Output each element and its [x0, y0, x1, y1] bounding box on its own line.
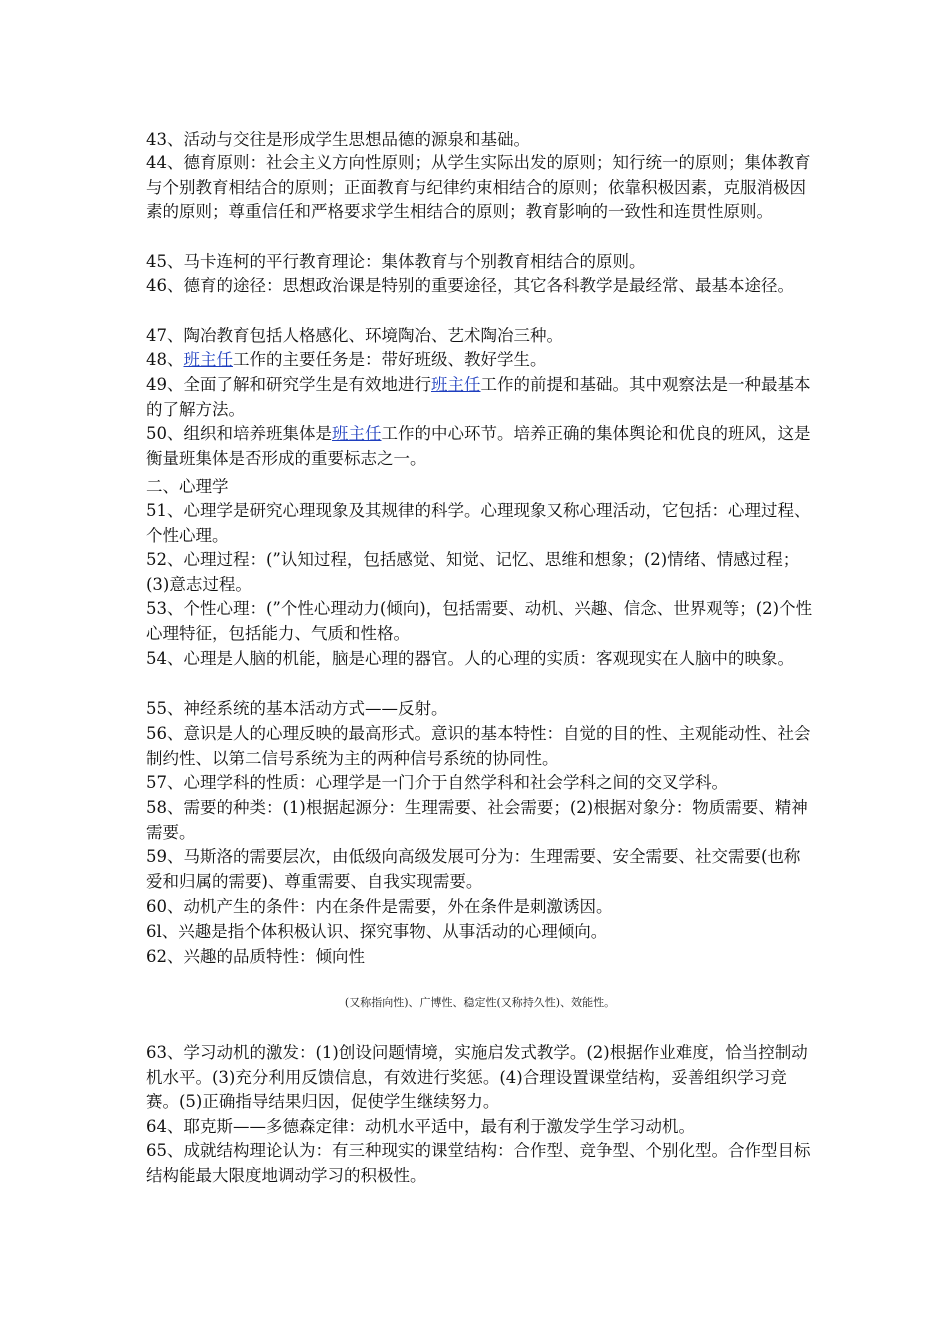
paragraph-62-continuation	[146, 995, 814, 1011]
banzhuren-link[interactable]: 班主任	[431, 375, 481, 394]
paragraph-text: 工作的主要任务是：带好班级、教好学生。	[233, 350, 547, 369]
paragraph-63	[146, 1041, 814, 1115]
paragraph-text: 59、马斯洛的需要层次，由低级向高级发展可分为：生理需要、安全需要、社交需要(也称爱和归属的需要)、尊重需要、自我实现需要。	[146, 847, 801, 891]
paragraph-65	[146, 1139, 814, 1188]
paragraph-47	[146, 324, 814, 349]
paragraph-48	[146, 348, 814, 373]
paragraph-57	[146, 771, 814, 796]
paragraph-59	[146, 845, 814, 894]
paragraph-54	[146, 647, 814, 672]
paragraph-text: 62、兴趣的品质特性：倾向性	[146, 947, 365, 966]
paragraph-64	[146, 1115, 814, 1140]
paragraph-50	[146, 422, 814, 471]
paragraph-text: 49、全面了解和研究学生是有效地进行	[146, 375, 431, 394]
paragraph-44	[146, 151, 814, 225]
paragraph-58	[146, 796, 814, 845]
paragraph-text: 50、组织和培养班集体是	[146, 424, 332, 443]
paragraph-46	[146, 274, 814, 299]
paragraph-text: 55、神经系统的基本活动方式——反射。	[146, 699, 448, 718]
paragraph-53	[146, 597, 814, 646]
paragraph-text: 48、	[146, 350, 184, 369]
paragraph-text: 工作的前提和基础。其中观察法是一种最基本的了解方法。	[146, 375, 811, 419]
paragraph-60	[146, 895, 814, 920]
paragraph-text: 44、德育原则：社会主义方向性原则；从学生实际出发的原则；知行统一的原则；集体教育与个别教育相结合的原则；正面教育与纪律约束相结合的原则；依靠积极因素，克服消极因素的原则；尊重信任和严格要求学生相结合的原则；教育影响的一致性和连贯性原则。	[146, 153, 811, 221]
paragraph-text: 45、马卡连柯的平行教育理论：集体教育与个别教育相结合的原则。	[146, 252, 646, 271]
paragraph-text: 54、心理是人脑的机能，脑是心理的器官。人的心理的实质：客观现实在人脑中的映象。	[146, 649, 794, 668]
banzhuren-link[interactable]: 班主任	[332, 424, 382, 443]
section-heading	[146, 475, 814, 500]
paragraph-text: 57、心理学科的性质：心理学是一门介于自然学科和社会学科之间的交叉学科。	[146, 773, 728, 792]
paragraph-text: 51、心理学是研究心理现象及其规律的科学。心理现象又称心理活动，它包括：心理过程、个性心理。	[146, 501, 811, 545]
paragraph-text: 工作的中心环节。培养正确的集体舆论和优良的班风，这是衡量班集体是否形成的重要标志之一。	[146, 424, 811, 468]
paragraph-text: 65、成就结构理论认为：有三种现实的课堂结构：合作型、竞争型、个别化型。合作型目标结构能最大限度地调动学习的积极性。	[146, 1141, 811, 1185]
paragraph-text: 64、耶克斯——多德森定律：动机水平适中，最有利于激发学生学习动机。	[146, 1117, 695, 1136]
paragraph-61	[146, 920, 814, 945]
paragraph-52	[146, 548, 814, 597]
paragraph-text: 63、学习动机的激发：(1)创设问题情境，实施启发式教学。(2)根据作业难度，恰当控制动机水平。(3)充分利用反馈信息，有效进行奖惩。(4)合理设置课堂结构，妥善组织学习竞赛。(5)正确指导结果归因，促使学生继续努力。	[146, 1043, 808, 1111]
paragraph-text: 60、动机产生的条件：内在条件是需要，外在条件是刺激诱因。	[146, 897, 613, 916]
paragraph-62	[146, 945, 814, 970]
paragraph-45	[146, 250, 814, 275]
paragraph-text: 53、个性心理：(”个性心理动力(倾向)，包括需要、动机、兴趣、信念、世界观等；(2)个性心理特征，包括能力、气质和性格。	[146, 599, 813, 643]
paragraph-text: 52、心理过程：(”认知过程，包括感觉、知觉、记忆、思维和想象；(2)情绪、情感过程；(3)意志过程。	[146, 550, 800, 594]
paragraph-text: 43、活动与交往是形成学生思想品德的源泉和基础。	[146, 130, 530, 149]
paragraph-text: 6l、兴趣是指个体积极认识、探究事物、从事活动的心理倾向。	[146, 922, 608, 941]
paragraph-text: 58、需要的种类：(1)根据起源分：生理需要、社会需要；(2)根据对象分：物质需要、精神需要。	[146, 798, 808, 842]
banzhuren-link[interactable]: 班主任	[183, 350, 233, 369]
paragraph-43	[146, 128, 814, 153]
paragraph-text: 二、心理学	[146, 477, 229, 496]
paragraph-56	[146, 722, 814, 771]
paragraph-text: 47、陶冶教育包括人格感化、环境陶冶、艺术陶冶三种。	[146, 326, 563, 345]
paragraph-text: (又称指向性)、广博性、稳定性(又称持久性)、效能性。	[344, 996, 616, 1009]
paragraph-text: 56、意识是人的心理反映的最高形式。意识的基本特性：自觉的目的性、主观能动性、社会制约性、以第二信号系统为主的两种信号系统的协同性。	[146, 724, 811, 768]
paragraph-49	[146, 373, 814, 422]
paragraph-text: 46、德育的途径：思想政治课是特别的重要途径，其它各科教学是最经常、最基本途径。	[146, 276, 794, 295]
paragraph-51	[146, 499, 814, 548]
paragraph-55	[146, 697, 814, 722]
